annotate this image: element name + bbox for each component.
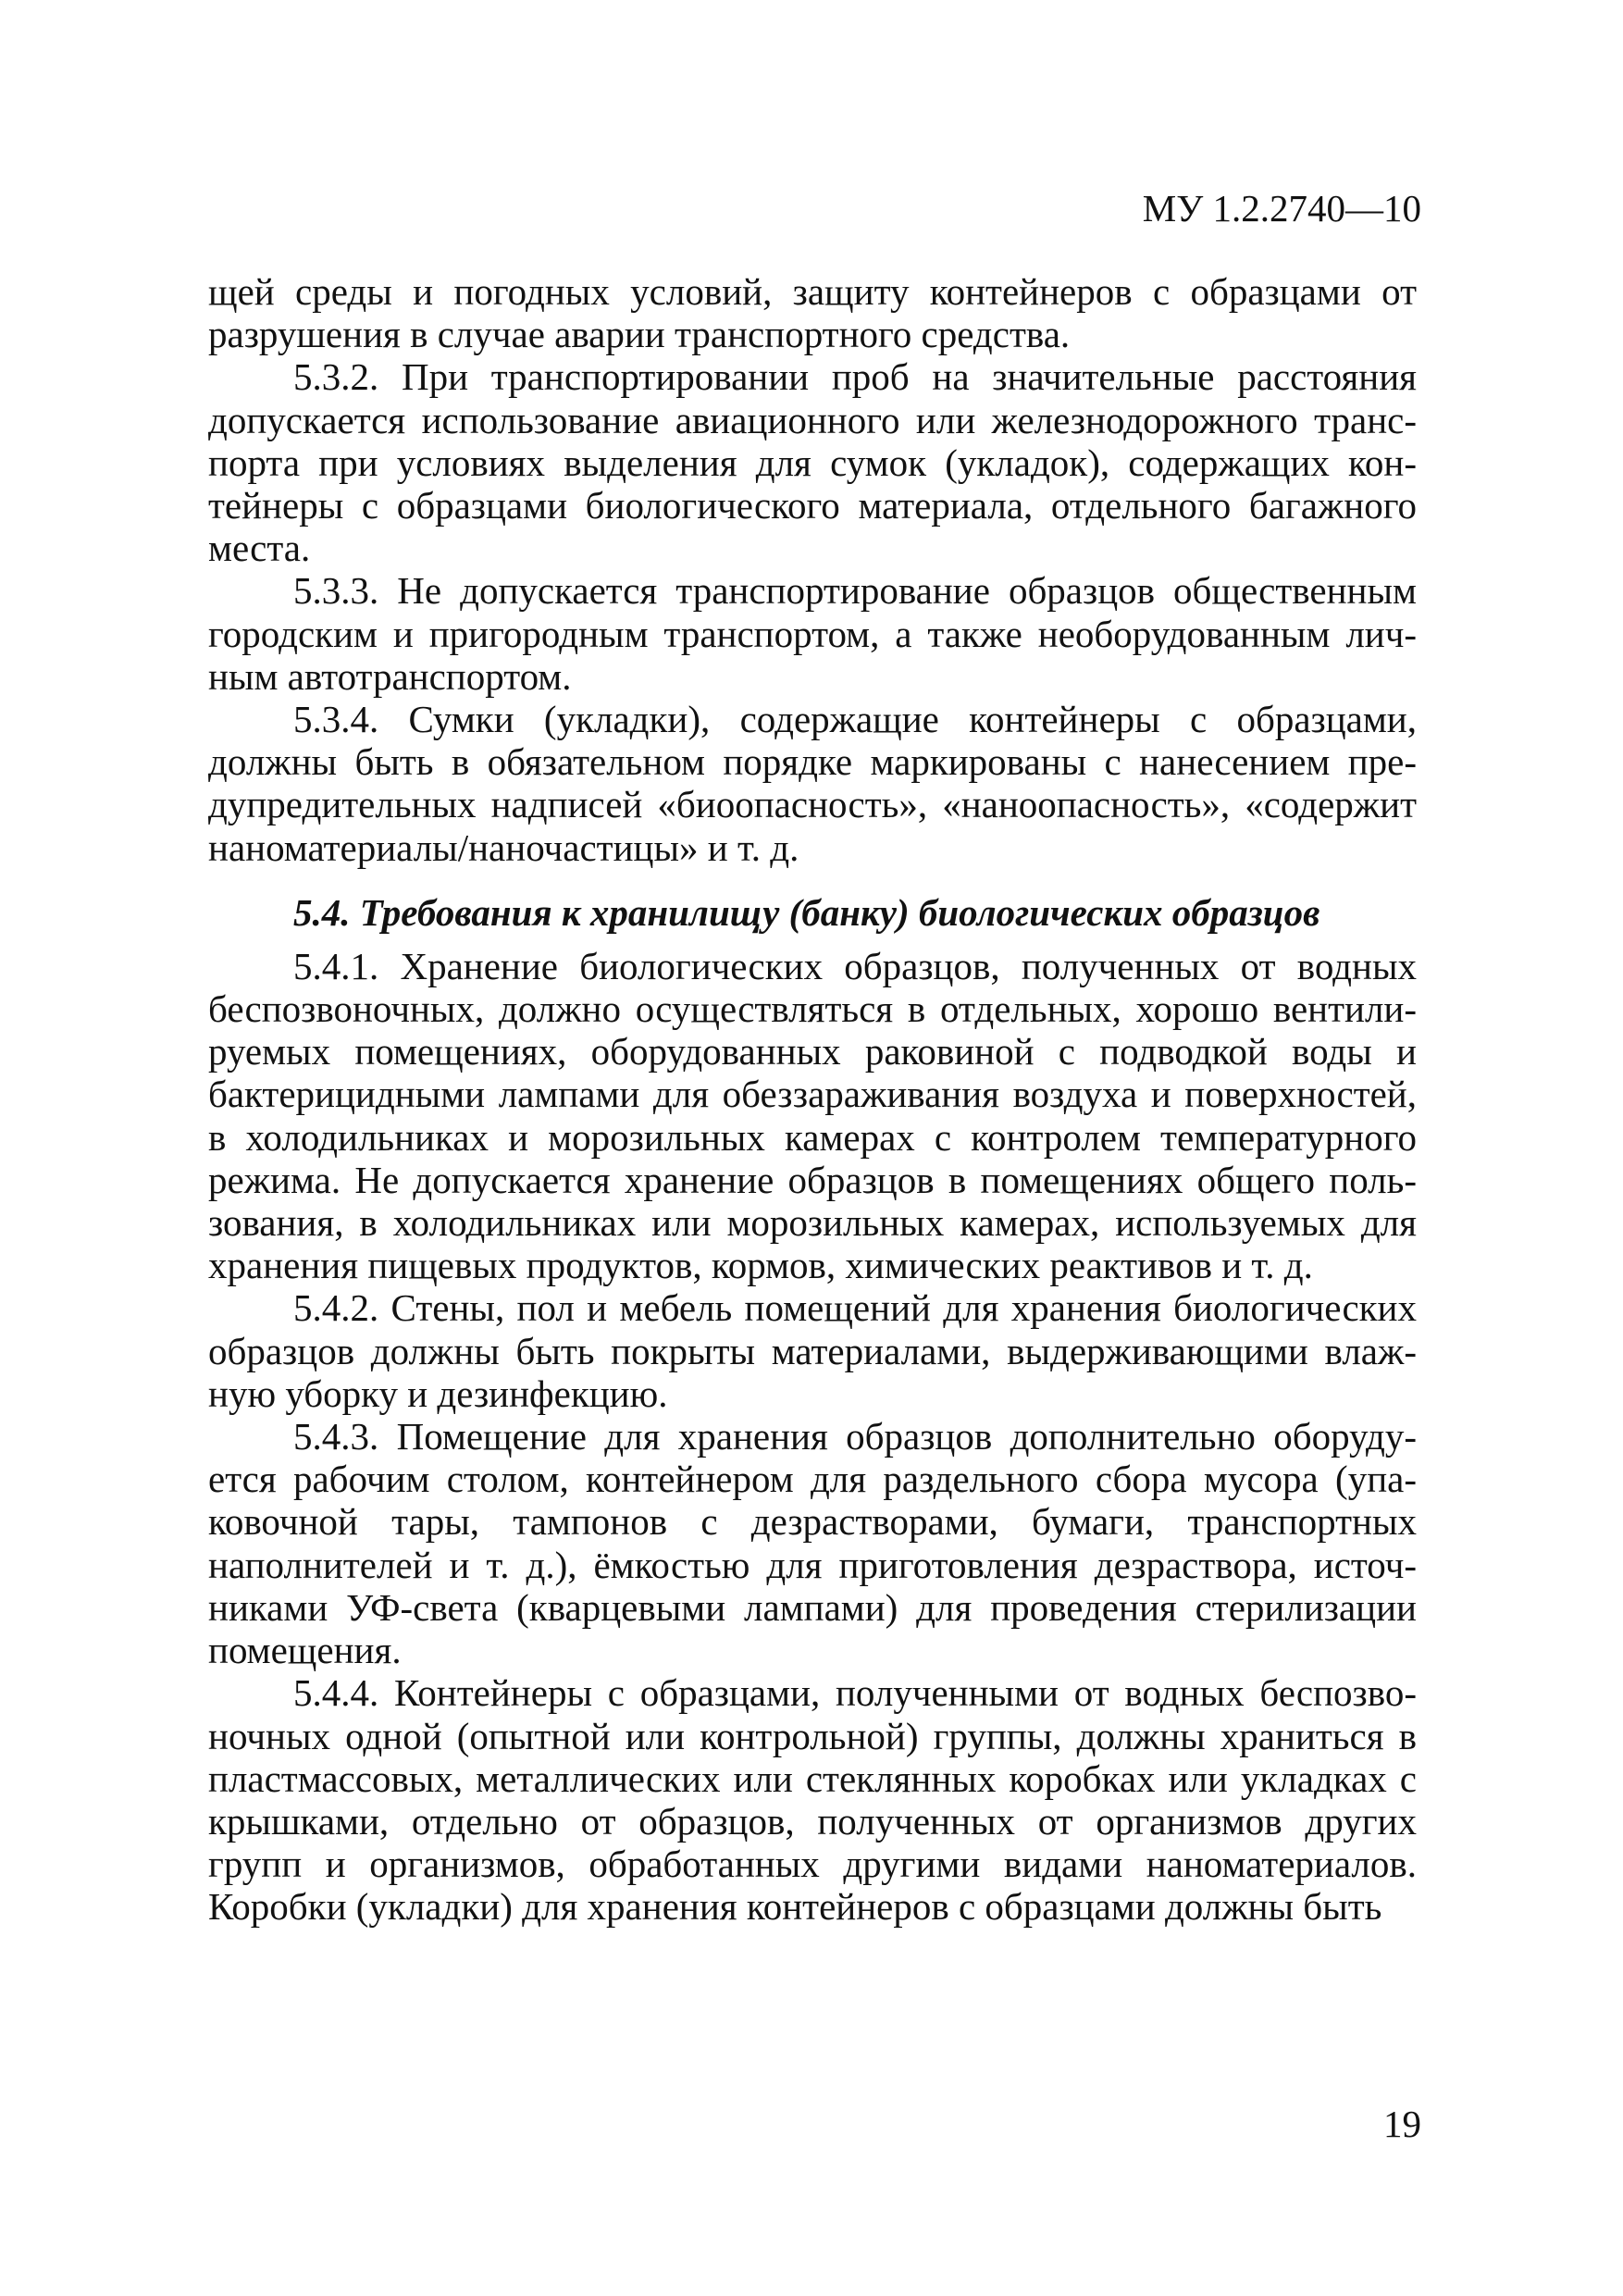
paragraph-5-3-2: 5.3.2. При транспортировании проб на значительные расстояния допускается использование авиационного или железнодорожного транспорта при условиях выделения для сумок (укладок), содержащих контейнеры с образцами биологического материала, отдельного багажного места. [208,355,1417,570]
document-code: МУ 1.2.2740—10 [1142,187,1421,230]
paragraph-5-4-1: 5.4.1. Хранение биологических образцов, полученных от водных беспозвоночных, должно осуществляться в отдельных, хорошо вентилируемых помещениях, оборудованных раковиной с подводкой воды и бактерицидными лампами для обеззараживания воздуха и поверхностей, в холодильниках и морозильных камерах с контролем температурного режима. Не допускается хранение образцов в помещениях общего пользования, в холодильниках или морозильных камерах, используемых для хранения пищевых продуктов, кормов, химических реактивов и т. д. [208,944,1417,1287]
page-content [208,270,1417,1929]
section-heading-5-4: 5.4. Требования к хранилищу (банку) биологических образцов [293,890,1320,934]
page-number: 19 [1383,2103,1421,2145]
paragraph-5-3-3: 5.3.3. Не допускается транспортирование образцов общественным городским и пригородным транспортом, а также необорудованным личным автотранспортом. [208,569,1417,698]
paragraph-5-4-4: 5.4.4. Контейнеры с образцами, полученными от водных беспозвоночных одной (опытной или контрольной) группы, должны храниться в пластмассовых, металлических или стеклянных коробках или укладках с крышками, отдельно от образцов, полученных от организмов других групп и организмов, обработанных другими видами наноматериалов. Коробки (укладки) для хранения контейнеров с образцами должны быть [208,1671,1417,1929]
paragraph-5-4-3: 5.4.3. Помещение для хранения образцов дополнительно оборудуется рабочим столом, контейнером для раздельного сбора мусора (упаковочной тары, тампонов с дезрастворами, бумаги, транспортных наполнителей и т. д.), ёмкостью для приготовления дезраствора, источниками УФ-света (кварцевыми лампами) для проведения стерилизации помещения. [208,1415,1417,1672]
paragraph-continuation: щей среды и погодных условий, защиту контейнеров с образцами от разрушения в случае аварии транспортного средства. [208,270,1417,356]
paragraph-5-4-2: 5.4.2. Стены, пол и мебель помещений для хранения биологических образцов должны быть покрыты материалами, выдерживающими влажную уборку и дезинфекцию. [208,1286,1417,1415]
paragraph-5-3-4: 5.3.4. Сумки (укладки), содержащие контейнеры с образцами, должны быть в обязательном порядке маркированы с нанесением предупредительных надписей «биоопасность», «наноопасность», «содержит наноматериалы/наночастицы» и т. д. [208,698,1417,869]
